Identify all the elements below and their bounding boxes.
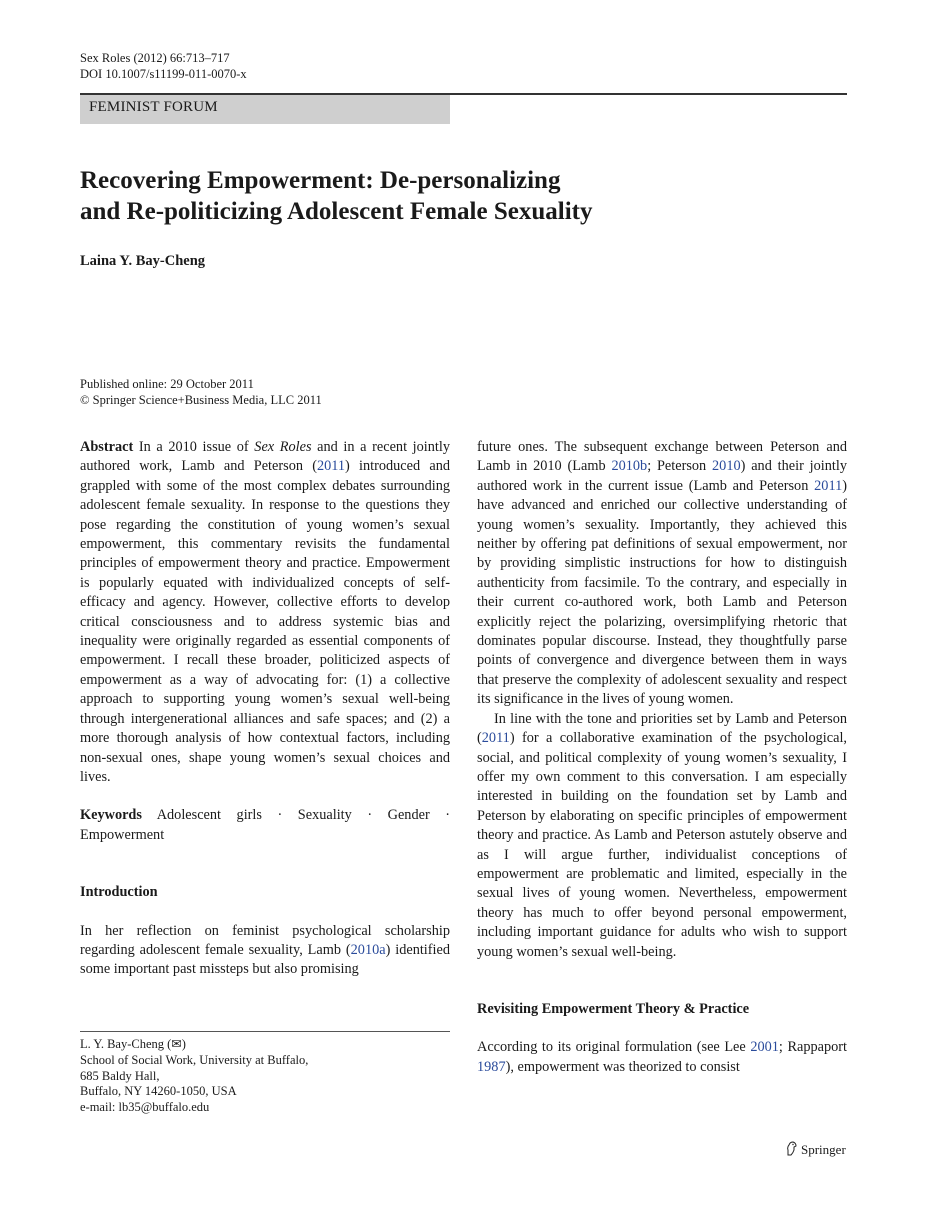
publisher-logo (785, 1141, 846, 1158)
citation-link[interactable]: 2010a (350, 941, 386, 958)
author-footnote (80, 1037, 308, 1116)
journal-name: Sex Roles (254, 439, 312, 455)
publication-info (80, 376, 322, 408)
footnote-email[interactable]: e-mail: lb35@buffalo.edu (80, 1100, 210, 1115)
footnote-address: 685 Baldy Hall, (80, 1068, 160, 1083)
journal-citation: Sex Roles (2012) 66:713–717 (80, 51, 230, 65)
footnote-author: L. Y. Bay-Cheng (✉) (80, 1037, 186, 1051)
published-date: Published online: 29 October 2011 (80, 377, 254, 391)
footnote-city: Buffalo, NY 14260-1050, USA (80, 1084, 237, 1099)
citation-link[interactable]: 2011 (316, 458, 346, 475)
section-label: FEMINIST FORUM (89, 99, 218, 115)
keywords-list: Adolescent girls · Sexuality · Gender · Empowerment (80, 807, 450, 843)
keywords-label: Keywords (80, 807, 142, 824)
copyright: © Springer Science+Business Media, LLC 2011 (80, 393, 322, 407)
keywords (80, 806, 450, 845)
footnote-rule (80, 1031, 450, 1032)
publisher-name: Springer (801, 1142, 846, 1157)
title-line-2: and Re-politicizing Adolescent Female Sexuality (80, 198, 593, 225)
abstract-paragraph: Abstract In a 2010 issue of Sex Roles and in a recent jointly authored work, Lamb and Peterson (2011) introduced and grappled with some of the most complex debates surrounding adolescent female sexuality. In response to the questions they pose regarding the constitution of young women’s sexual empowerment, this commentary revisits the fundamental principles of empowerment theory and practice. Empowerment is popularly equated with individualized concepts of self-efficacy and agency. However, collective efforts to develop critical consciousness and to address systemic bias and inequality were originally regarded as essential components of empowerment. I recall these broader, politicized aspects of empowerment as a way of advocating for: (1) a collective approach to supporting young women’s sexual well-being through intergenerational alliances and safe spaces; and (2) a more thorough analysis of how contextual factors, including non-sexual ones, shape young women’s sexual choices and lives. (80, 439, 450, 785)
title-line-1: Recovering Empowerment: De-personalizing (80, 167, 561, 194)
citation-link[interactable]: 1987 (477, 1058, 506, 1075)
author-name: Laina Y. Bay-Cheng (80, 253, 206, 269)
citation-link[interactable]: 2011 (481, 730, 510, 747)
article-title (80, 165, 840, 227)
left-column (80, 438, 450, 980)
citation-link[interactable]: 2001 (750, 1039, 779, 1056)
body-paragraph: In line with the tone and priorities set by Lamb and Peterson (2011) for a collaborative examination of the psychological, social, and political complexity of young women’s sexuality, I offer my own comment to this conversation. I am especially interested in building on the foundation set by Lamb and Peterson by elaborating on specific principles of empowerment theory and practice. As Lamb and Peterson astutely observe and as I will argue further, individualist conceptions of empowerment are problematic and limited, especially in the sexual lives of young women. Nevertheless, empowerment theory has much to offer beyond personal empowerment, including important guidance for adults who wish to support young women’s sexual well-being. (477, 710, 847, 960)
citation-link[interactable]: 2010 (712, 458, 741, 475)
body-paragraph: According to its original formulation (see Lee 2001; Rappaport 1987), empowerment was theorized to consist (477, 1039, 847, 1075)
abstract-label: Abstract (80, 439, 134, 455)
journal-doi: DOI 10.1007/s11199-011-0070-x (80, 67, 247, 81)
body-paragraph: future ones. The subsequent exchange between Peterson and Lamb in 2010 (Lamb 2010b; Peterson 2010) and their jointly authored work in the current issue (Lamb and Peterson 2011) have advanced and enriched our collective understanding of young women’s sexuality. Importantly, they achieved this neither by offering pat definitions of sexual empowerment, nor by providing simplistic instructions for how to distinguish authenticity from facsimile. To the contrary, and especially in their current co-authored work, both Lamb and Peterson explicitly reject the polarizing, oversimplifying rhetoric that dominates popular discourse. Instead, they thoughtfully parse points of convergence and divergence between them in ways that preserve the complexity of adolescent sexuality and respect its significance in the lives of young women. (477, 439, 848, 708)
right-column (477, 438, 847, 1077)
introduction-paragraph: In her reflection on feminist psychological scholarship regarding adolescent female sexuality, Lamb (2010a) identified some important past missteps but also promising (80, 922, 451, 978)
citation-link[interactable]: 2010b (611, 458, 648, 475)
springer-horse-icon (785, 1141, 798, 1156)
footnote-affiliation: School of Social Work, University at Buffalo, (80, 1052, 309, 1067)
section-heading-introduction: Introduction (80, 884, 158, 901)
citation-link[interactable]: 2011 (814, 477, 843, 494)
journal-header (80, 50, 247, 82)
section-heading-revisiting: Revisiting Empowerment Theory & Practice (477, 1000, 750, 1017)
